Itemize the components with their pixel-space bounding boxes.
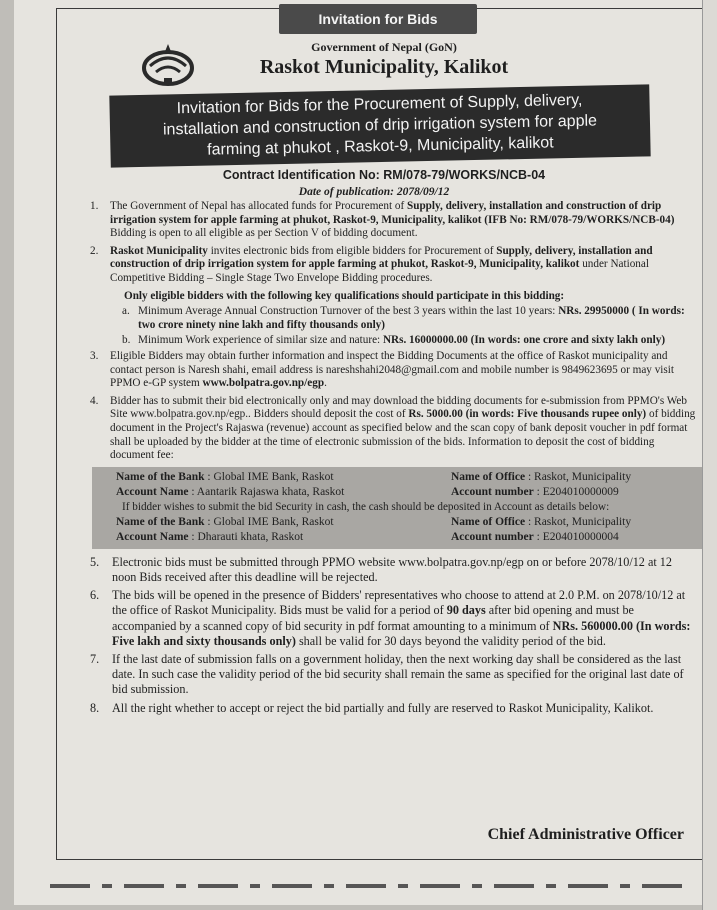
account-name-label: Account Name [116,485,189,498]
page-divider [50,884,690,888]
item-number: 2. [90,244,99,257]
item-text: The Government of Nepal has allocated funds for Procurement of [110,200,407,212]
list-item [86,305,698,332]
item-text: invites electronic bids from eligible bidders for Procurement of [207,244,497,257]
account-name-value: : Dharauti khata, Raskot [191,530,304,543]
banner-line: Invitation for Bids for the Procurement of Supply, delivery, [176,91,583,118]
newspaper-page [14,0,704,905]
qualifications-heading: Only eligible bidders with the following key qualifications should participate in this bidding: [124,289,565,302]
publication-date: Date of publication: 2078/09/12 [298,186,450,198]
item-number: 5. [90,554,100,569]
office-value: : Raskot, Municipality [527,515,632,528]
organization-title: Raskot Municipality, Kalikot [259,56,509,78]
list-item [86,701,698,716]
item-text-bold: NRs. 560000.00 (In words: Five lakh and sixty thousands only) [112,618,691,648]
account-name-value: : Aantarik Rajaswa khata, Raskot [191,485,345,498]
item-text-bold: Supply, delivery, installation and construction of drip irrigation system for apple farming at phukot, Raskot-9, Municipality, kalikot [110,244,653,271]
nepal-emblem-icon [138,40,198,88]
item-number: 7. [90,651,100,666]
item-text-bold: Raskot Municipality [110,244,208,257]
item-text: Eligible Bidders may obtain further information and inspect the Bidding Documents at the office of Raskot municipality and contact person is Naresh shahi, email address is nareshshahi2048@gmail.com and mobile number is 9849623695 or may visit PPMO e-GP system [110,349,674,390]
list-item [86,350,698,391]
item-text: shall be valid for 30 days beyond the validity period of the bid. [295,633,606,648]
bank-row [116,530,698,545]
list-item [86,245,698,286]
item-number: 3. [90,349,99,362]
item-number: 6. [90,588,100,603]
item-number: 4. [90,394,99,407]
item-text: Minimum Work experience of similar size and nature: [138,334,383,347]
account-number-value: : E204010000009 [536,485,619,498]
government-line: Government of Nepal (GoN) [311,40,457,54]
bank-label: Name of the Bank [116,470,205,483]
list-item [86,334,698,348]
account-number-value: : E204010000004 [536,530,619,543]
list-item [86,200,698,241]
list-item [86,588,698,649]
notice-body-lower [86,555,698,716]
notice-tag: Invitation for Bids [279,4,477,34]
title-banner [109,84,650,167]
item-number: 1. [90,200,99,212]
banner-line: farming at phukot , Raskot-9, Municipality, kalikot [207,134,554,159]
item-text: Bidder has to submit their bid electronically only and may download the bidding documents for e-submission from PPMO's Web Site www.bolpatra.gov.np/egp.. Bidders should deposit the cost of [110,394,687,421]
item-text: Minimum Average Annual Construction Turnover of the best 3 years within the last 10 years: [138,305,559,318]
item-text-bold: NRs. 29950000 ( In words: two crore ninety nine lakh and fifty thousands only) [138,305,685,331]
item-number: b. [122,334,131,347]
bank-value: : Global IME Bank, Raskot [207,470,334,483]
account-name-label: Account Name [116,530,189,543]
item-text-bold: 90 days [446,603,486,618]
signoff: Chief Administrative Officer [487,826,684,843]
bank-details-box [92,467,708,549]
item-text-bold: NRs. 16000000.00 (In words: one crore and sixty lakh only) [382,334,666,347]
bank-value: : Global IME Bank, Raskot [207,515,334,528]
cash-deposit-note: If bidder wishes to submit the bid Security in cash, the cash should be deposited in Account as details below: [122,500,610,513]
banner-line: installation and construction of drip irrigation system for apple [162,112,598,139]
item-text: Bidding is open to all eligible as per Section V of bidding document. [110,227,418,240]
item-text: under National Competitive Bidding – Single Stage Two Envelope Bidding procedures. [110,258,649,284]
account-number-label: Account number [451,530,534,543]
item-text: The bids will be opened in the presence of Bidders' representatives who choose to attend at 2.0 P.M. on 2078/10/12 at the office of Raskot Municipality. Bids must be valid for a period of [112,588,686,618]
item-text-bold: www.bolpatra.gov.np/egp [202,377,325,390]
item-text: . [324,377,327,390]
item-text: Electronic bids must be submitted through PPMO website www.bolpatra.gov.np/egp on or before 2078/10/12 at 12 noon Bids received after this deadline will be rejected. [112,554,672,584]
bank-row [116,485,698,500]
item-text: If the last date of submission falls on a government holiday, then the next working day shall be considered as the last date. In such case the validity period of the bid security shall remain the same as specified for the original last date of bid submission. [112,651,684,697]
item-text-bold: Supply, delivery, installation and construction of drip irrigation system for apple farming at phukot, Raskot-9, Municipality, kalikot (IFB No: RM/078-79/WORKS/NCB-04) [110,200,675,226]
bank-row [116,515,698,530]
list-item [86,555,698,585]
item-text: after bid opening and must be accompanied by a scanned copy of bid security in pdf format amounting to a minimum of [112,603,634,633]
office-label: Name of Office [451,470,526,483]
contract-id: Contract Identification No: RM/078-79/WORKS/NCB-04 [222,168,546,182]
item-text-bold: Rs. 5000.00 (in words: Five thousands rupee only) [408,408,647,421]
adjacent-column-edge [702,0,717,910]
office-value: : Raskot, Municipality [527,470,632,483]
notice-body [86,200,698,719]
item-text: All the right whether to accept or reject the bid partially and fully are reserved to Raskot Municipality, Kalikot. [112,700,654,715]
account-number-label: Account number [451,485,534,498]
item-number: a. [122,305,130,318]
office-label: Name of Office [451,515,526,528]
list-item [86,395,698,463]
bank-row [116,470,698,485]
item-number: 8. [90,700,100,715]
list-item [86,652,698,698]
bank-label: Name of the Bank [116,515,205,528]
item-text: of bidding document in the Project's Rajaswa (revenue) account as specified below and the scan copy of bank deposit voucher in pdf format shall be uploaded by the bidder at the time of electronic submission of the bids. Information to deposit the cost of bidding document fee: [110,408,696,462]
